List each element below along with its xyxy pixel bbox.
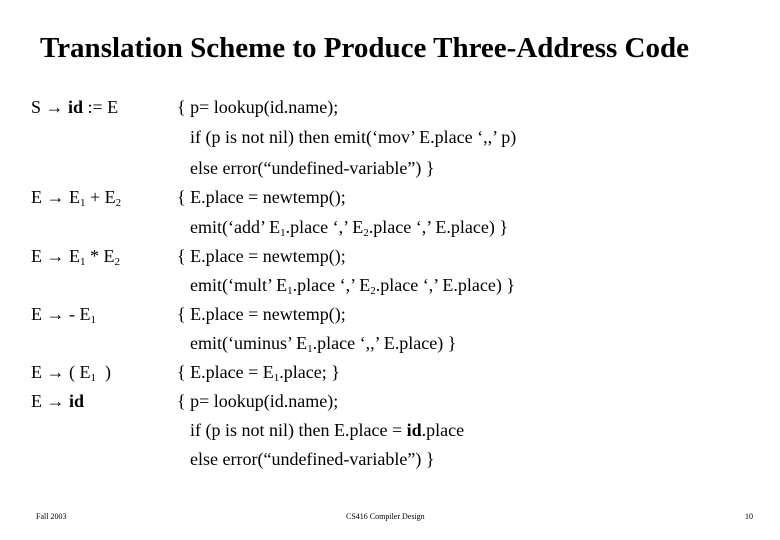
- production-mult: [31, 245, 120, 267]
- subscript: 2: [363, 227, 369, 239]
- production-lhs: E: [31, 187, 42, 207]
- action-text: .place ‘,’ E: [285, 217, 364, 237]
- arrow-symbol: →: [45, 97, 64, 117]
- footer-date: Fall 2003: [36, 512, 67, 521]
- action-line: if (p is not nil) then emit(‘mov’ E.place ‘,,’ p): [190, 127, 517, 147]
- action-line: [177, 361, 340, 383]
- production-s-assign: [31, 96, 118, 118]
- production-id-rule: [31, 390, 84, 412]
- arrow-symbol: →: [46, 304, 65, 324]
- action-text: .place; }: [279, 362, 340, 382]
- production-rhs: E: [69, 187, 80, 207]
- subscript: 2: [115, 197, 122, 209]
- subscript: 1: [287, 285, 293, 297]
- action-line: [190, 419, 464, 441]
- production-lhs: E: [31, 391, 42, 411]
- action-text: .place ‘,’ E.place) }: [375, 275, 515, 295]
- subscript: 1: [280, 227, 286, 239]
- action-line: { p= lookup(id.name);: [177, 97, 339, 117]
- subscript: 1: [80, 256, 86, 268]
- action-text: emit(‘uminus’ E: [190, 333, 308, 353]
- production-lhs: E: [31, 362, 42, 382]
- production-paren: [31, 361, 111, 383]
- page-number: 10: [745, 512, 753, 521]
- production-rhs: E: [69, 246, 80, 266]
- subscript: 1: [90, 314, 96, 326]
- production-rhs: := E: [83, 97, 119, 117]
- production-rhs: ): [96, 362, 111, 382]
- production-rhs: ( E: [69, 362, 91, 382]
- action-line: else error(“undefined-variable”) }: [190, 449, 435, 469]
- production-lhs: E: [31, 246, 42, 266]
- action-line: [190, 274, 515, 296]
- action-id: id: [406, 420, 422, 440]
- subscript: 2: [370, 285, 376, 297]
- production-id: id: [68, 97, 84, 117]
- subscript: 2: [114, 256, 120, 268]
- action-text: if (p is not nil) then E.place =: [190, 420, 407, 440]
- action-line: { E.place = newtemp();: [177, 187, 346, 207]
- arrow-symbol: →: [46, 187, 65, 207]
- subscript: 1: [307, 343, 313, 355]
- production-lhs: E: [31, 304, 42, 324]
- action-text: .place ‘,’ E.place) }: [368, 217, 508, 237]
- production-lhs: S: [31, 97, 42, 117]
- action-text: .place: [421, 420, 465, 440]
- production-add: [31, 186, 121, 208]
- action-text: emit(‘add’ E: [190, 217, 281, 237]
- production-rhs: + E: [85, 187, 116, 207]
- slide-title: Translation Scheme to Produce Three-Address Code: [40, 32, 690, 64]
- production-rhs: * E: [85, 246, 115, 266]
- action-text: .place ‘,’ E: [292, 275, 371, 295]
- action-line: { p= lookup(id.name);: [177, 391, 339, 411]
- action-line: [190, 332, 456, 354]
- production-rhs: - E: [69, 304, 91, 324]
- arrow-symbol: →: [46, 246, 65, 266]
- action-line: [190, 216, 508, 238]
- action-line: else error(“undefined-variable”) }: [190, 158, 435, 178]
- footer-course: CS416 Compiler Design: [346, 512, 425, 521]
- action-text: .place ‘,,’ E.place) }: [312, 333, 457, 353]
- subscript: 1: [273, 372, 280, 384]
- subscript: 1: [90, 372, 96, 384]
- arrow-symbol: →: [46, 391, 65, 411]
- subscript: 1: [80, 197, 86, 209]
- action-line: { E.place = newtemp();: [177, 304, 346, 324]
- production-id: id: [69, 391, 85, 411]
- action-text: emit(‘mult’ E: [190, 275, 288, 295]
- action-line: { E.place = newtemp();: [177, 246, 346, 266]
- action-text: { E.place = E: [177, 362, 274, 382]
- production-uminus: [31, 303, 96, 325]
- arrow-symbol: →: [46, 362, 65, 382]
